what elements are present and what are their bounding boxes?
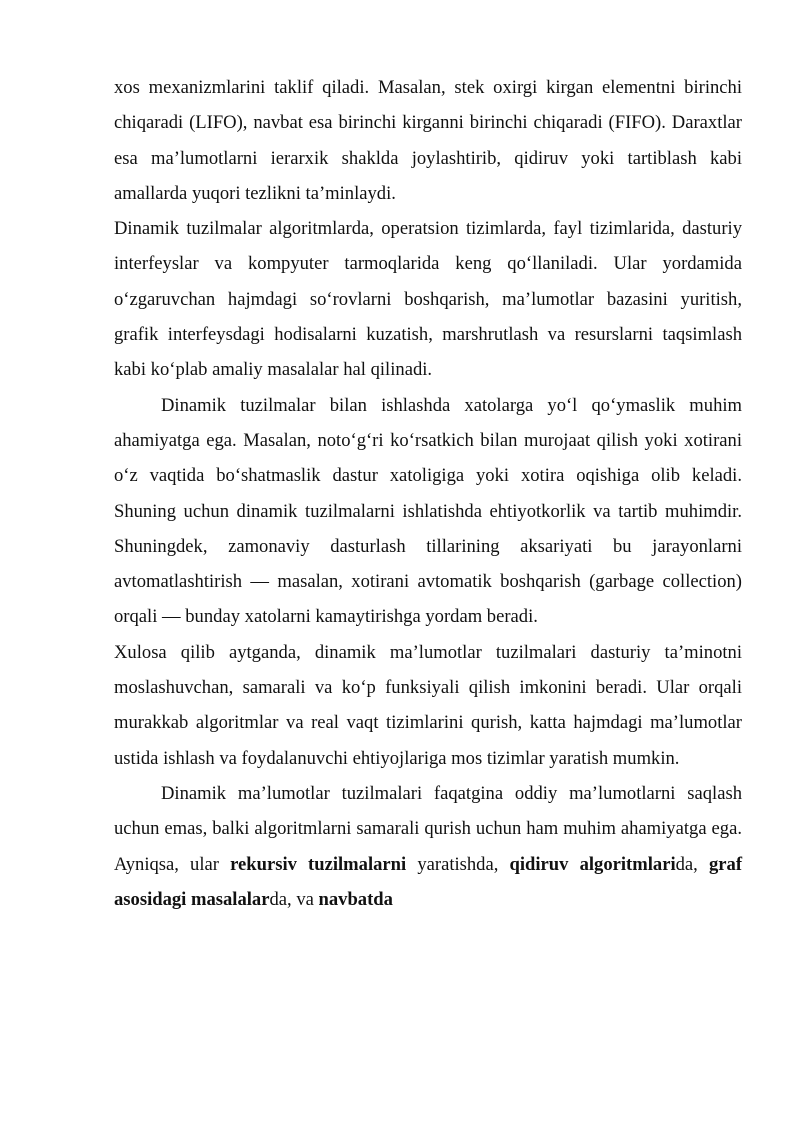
text-segment: yaratishda, (406, 853, 510, 875)
paragraph-4 (114, 635, 742, 776)
text-segment: Dinamik ma’lumotlar tuzilmalari faqatgina oddiy ma’lumotlarni saqlash uchun emas, balki algoritmlarni samarali qurish uchun ham muhim ahamiyatga ega. Ayniqsa, ular (114, 782, 742, 875)
paragraph-3 (114, 388, 742, 635)
bold-term: graf asosidagi masalalar (114, 853, 743, 910)
bold-term: qidiruv algoritmlari (509, 853, 676, 875)
paragraph-1 (114, 70, 742, 211)
paragraph-5 (114, 776, 742, 917)
text-segment: Dinamik tuzilmalar algoritmlarda, operatsion tizimlarda, fayl tizimlarida, dasturiy interfeyslar va kompyuter tarmoqlarida keng qo‘llaniladi. Ular yordamida o‘zgaruvchan hajmdagi so‘rovlarni boshqarish, ma’lumotlar bazasini yuritish, grafik interfeysdagi hodisalarni kuzatish, marshrutlash va resurslarni taqsimlash kabi ko‘plab amaliy masalalar hal qilinadi. (114, 218, 742, 381)
bold-term: navbatda (318, 888, 393, 910)
document-page (114, 70, 742, 917)
text-segment: xos mexanizmlarini taklif qiladi. Masalan, stek oxirgi kirgan elementni birinchi chiqaradi (LIFO), navbat esa birinchi kirganni birinchi chiqaradi (FIFO). Daraxtlar esa ma’lumotlarni ierarxik shaklda joylashtirib, qidiruv yoki tartiblash kabi amallarda yuqori tezlikni ta’minlaydi. (114, 77, 742, 204)
text-segment: Dinamik tuzilmalar bilan ishlashda xatolarga yo‘l qo‘ymaslik muhim ahamiyatga ega. Masalan, noto‘g‘ri ko‘rsatkich bilan murojaat qilish yoki xotirani o‘z vaqtida bo‘shatmaslik dastur xatoligiga yoki xotira oqishiga olib keladi. Shuning uchun dinamik tuzilmalarni ishlatishda ehtiyotkorlik va tartib muhimdir. Shuningdek, zamonaviy dasturlash tillarining aksariyati bu jarayonlarni avtomatlashtirish — masalan, xotirani avtomatik boshqarish (garbage collection) orqali — bunday xatolarni kamaytirishga yordam beradi. (114, 394, 742, 628)
bold-term: rekursiv tuzilmalarni (230, 853, 407, 875)
paragraph-2 (114, 211, 742, 387)
text-segment: da, (675, 853, 709, 875)
text-segment: Xulosa qilib aytganda, dinamik ma’lumotlar tuzilmalari dasturiy ta’minotni moslashuvchan, samarali va ko‘p funksiyali qilish imkonini beradi. Ular orqali murakkab algoritmlar va real vaqt tizimlarini qurish, katta hajmdagi ma’lumotlar ustida ishlash va foydalanuvchi ehtiyojlariga mos tizimlar yaratish mumkin. (114, 641, 742, 769)
text-segment: da, va (269, 888, 319, 910)
